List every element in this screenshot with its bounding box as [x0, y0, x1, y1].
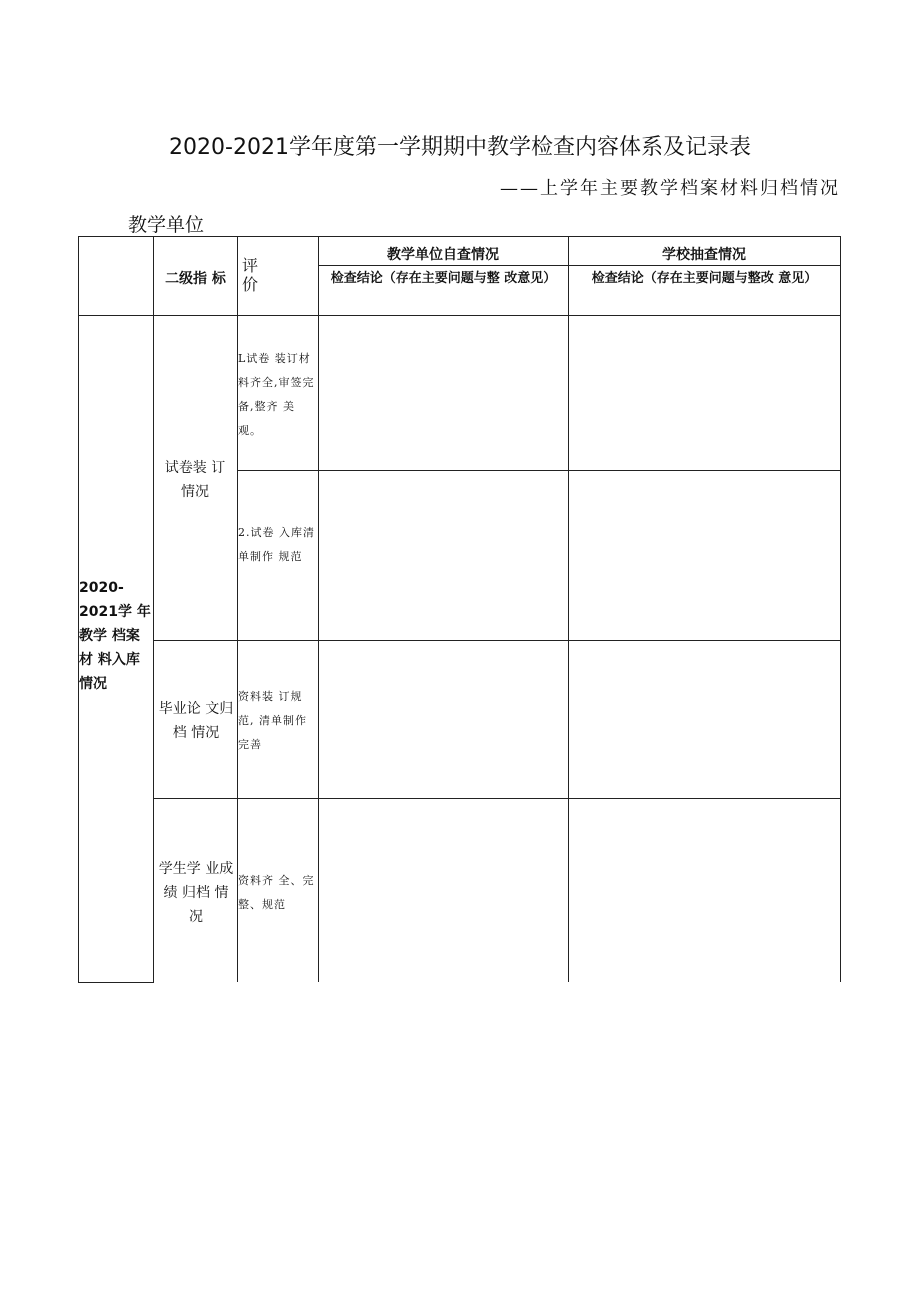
criteria-exam-binding-2: 2.试卷 入库清 单制作 规范 [238, 526, 315, 563]
criteria-exam-binding-1: L试卷 装订材 料齐全,审签完 备,整齐 美观。 [238, 352, 315, 437]
indicator-thesis-archiving: 毕业论 文归档 情况 [158, 701, 234, 741]
indicator-grades-archiving: 学生学 业成绩 归档 情 况 [158, 861, 234, 925]
unit-label: 教学单位 [128, 214, 205, 236]
self-check-result-1[interactable] [319, 316, 568, 470]
header-school-conclusion: 检查结论（存在主要问题与整改 意见） [591, 271, 818, 286]
indicator-exam-binding: 试卷装 订情况 [164, 460, 226, 500]
header-evaluation: 评价 [242, 256, 259, 294]
self-check-result-4[interactable] [319, 799, 568, 982]
self-check-result-3[interactable] [319, 641, 568, 798]
header-self-check: 教学单位自查情况 [387, 247, 499, 263]
school-check-result-3[interactable] [569, 641, 840, 798]
criteria-thesis-archiving: 资料装 订规范, 清单制作完善 [238, 690, 307, 751]
page-title: 2020-2021学年度第一学期期中教学检查内容体系及记录表 [169, 135, 751, 160]
school-check-result-4[interactable] [569, 799, 840, 982]
page-subtitle: ——上学年主要教学档案材料归档情况 [500, 178, 840, 199]
header-school-check: 学校抽查情况 [662, 247, 746, 263]
criteria-grades-archiving: 资料齐 全、完 整、规范 [238, 874, 315, 911]
school-check-result-1[interactable] [569, 316, 840, 470]
header-self-conclusion: 检查结论（存在主要问题与整 改意见） [330, 271, 557, 286]
category-cell: 2020-2021学 年教学 档案材 料入库 情况 [79, 580, 151, 692]
self-check-result-2[interactable] [319, 471, 568, 640]
header-secondary-indicator: 二级指 标 [165, 271, 226, 287]
school-check-result-2[interactable] [569, 471, 840, 640]
